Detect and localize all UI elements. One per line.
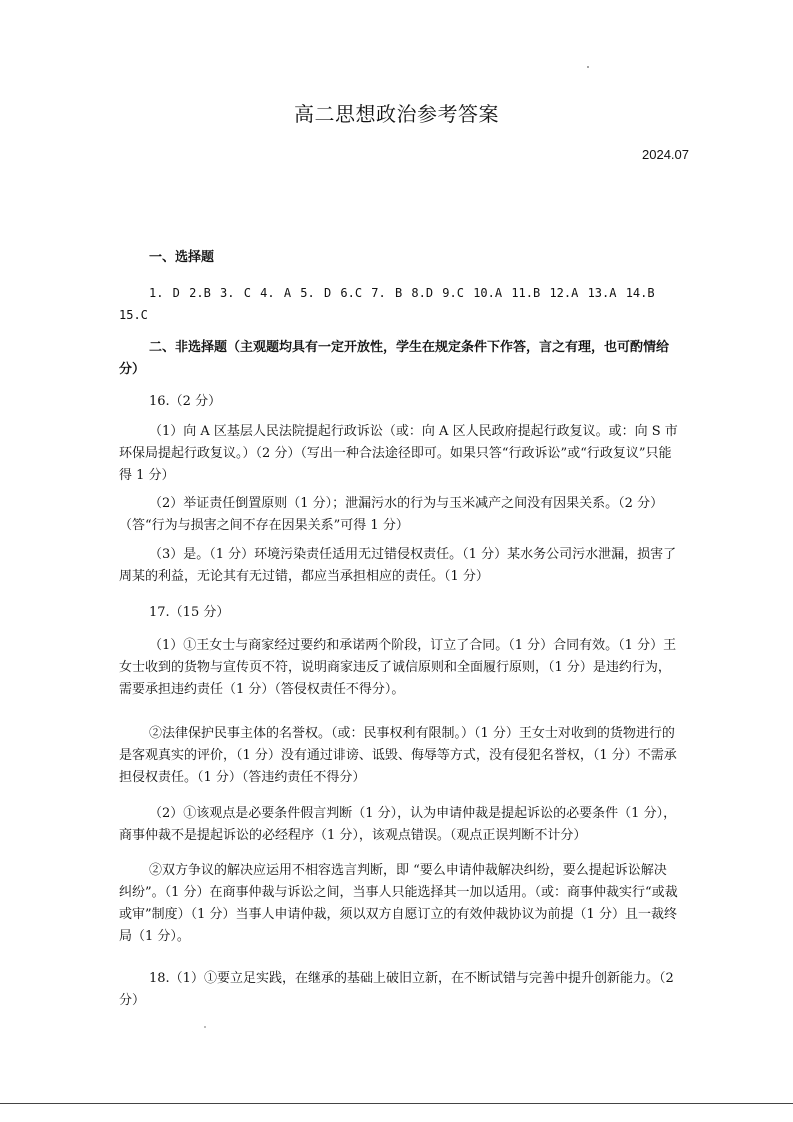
question-17-part-1-b: ②法律保护民事主体的名誉权。（或：民事权利有限制。）（1 分）王女士对收到的货物进行的是客观真实的评价，（1 分）没有通过诽谤、诋毁、侮辱等方式，没有侵犯名誉权，（1 分）不需承担侵权责任。（1 分）（答违约责任不得分）: [119, 726, 677, 785]
section-2-heading: 二、非选择题（主观题均具有一定开放性，学生在规定条件下作答，言之有理，也可酌情给分）: [119, 340, 670, 377]
question-17-part-1: （1）①王女士与商家经过要约和承诺两个阶段，订立了合同。（1 分）合同有效。（1 分）王女士收到的货物与宣传页不符，说明商家违反了诚信原则和全面履行原则，（1 分）是违约行为，需要承担违约责任（1 分）（答侵权责任不得分）。: [119, 638, 677, 697]
question-16-label: 16.（2 分）: [149, 394, 222, 409]
question-16-part-2: （2）举证责任倒置原则（1 分）；泄漏污水的行为与玉米减产之间没有因果关系。（2 分）（答“行为与损害之间不存在因果关系”可得 1 分）: [119, 496, 664, 533]
page-bottom-divider: [0, 1103, 793, 1104]
question-17-label: 17.（15 分）: [149, 605, 230, 620]
multiple-choice-answers: 1. D 2.B 3. C 4. A 5. D 6.C 7. B 8.D 9.C 10.A 11.B 12.A 13.A 14.B 15.C: [119, 286, 655, 322]
question-16-part-1: （1）向 A 区基层人民法院提起行政诉讼（或：向 A 区人民政府提起行政复议。或：向 S 市环保局提起行政复议。）（2 分）（写出一种合法途径即可。如果只答“行政诉讼”或“行政复议”只能得 1 分）: [119, 424, 678, 483]
question-16-part-3: （3）是。（1 分）环境污染责任适用无过错侵权责任。（1 分）某水务公司污水泄漏，损害了周某的利益，无论其有无过错，都应当承担相应的责任。（1 分）: [119, 547, 677, 584]
question-17-part-2-b: ②双方争议的解决应运用不相容选言判断，即 “要么申请仲裁解决纠纷，要么提起诉讼解决纠纷”。（1 分）在商事仲裁与诉讼之间，当事人只能选择其一加以适用。（或：商事仲裁实行“或裁或审”制度）（1 分）当事人申请仲裁，须以双方自愿订立的有效仲裁协议为前提（1 分）且一裁终局（1 分）。: [119, 863, 678, 944]
page-title: 高二思想政治参考答案: [294, 102, 499, 126]
question-17-part-2: （2）①该观点是必要条件假言判断（1 分），认为申请仲裁是提起诉讼的必要条件（1 分），商事仲裁不是提起诉讼的必经程序（1 分），该观点错误。（观点正误判断不计分）: [119, 806, 677, 843]
scan-mark: [204, 1026, 206, 1028]
document-date: 2024.07: [642, 147, 689, 162]
section-1-heading: 一、选择题: [149, 250, 215, 265]
scan-dot: [587, 66, 589, 68]
question-18-part-1: 18.（1）①要立足实践，在继承的基础上破旧立新，在不断试错与完善中提升创新能力。（2 分）: [119, 971, 674, 1008]
